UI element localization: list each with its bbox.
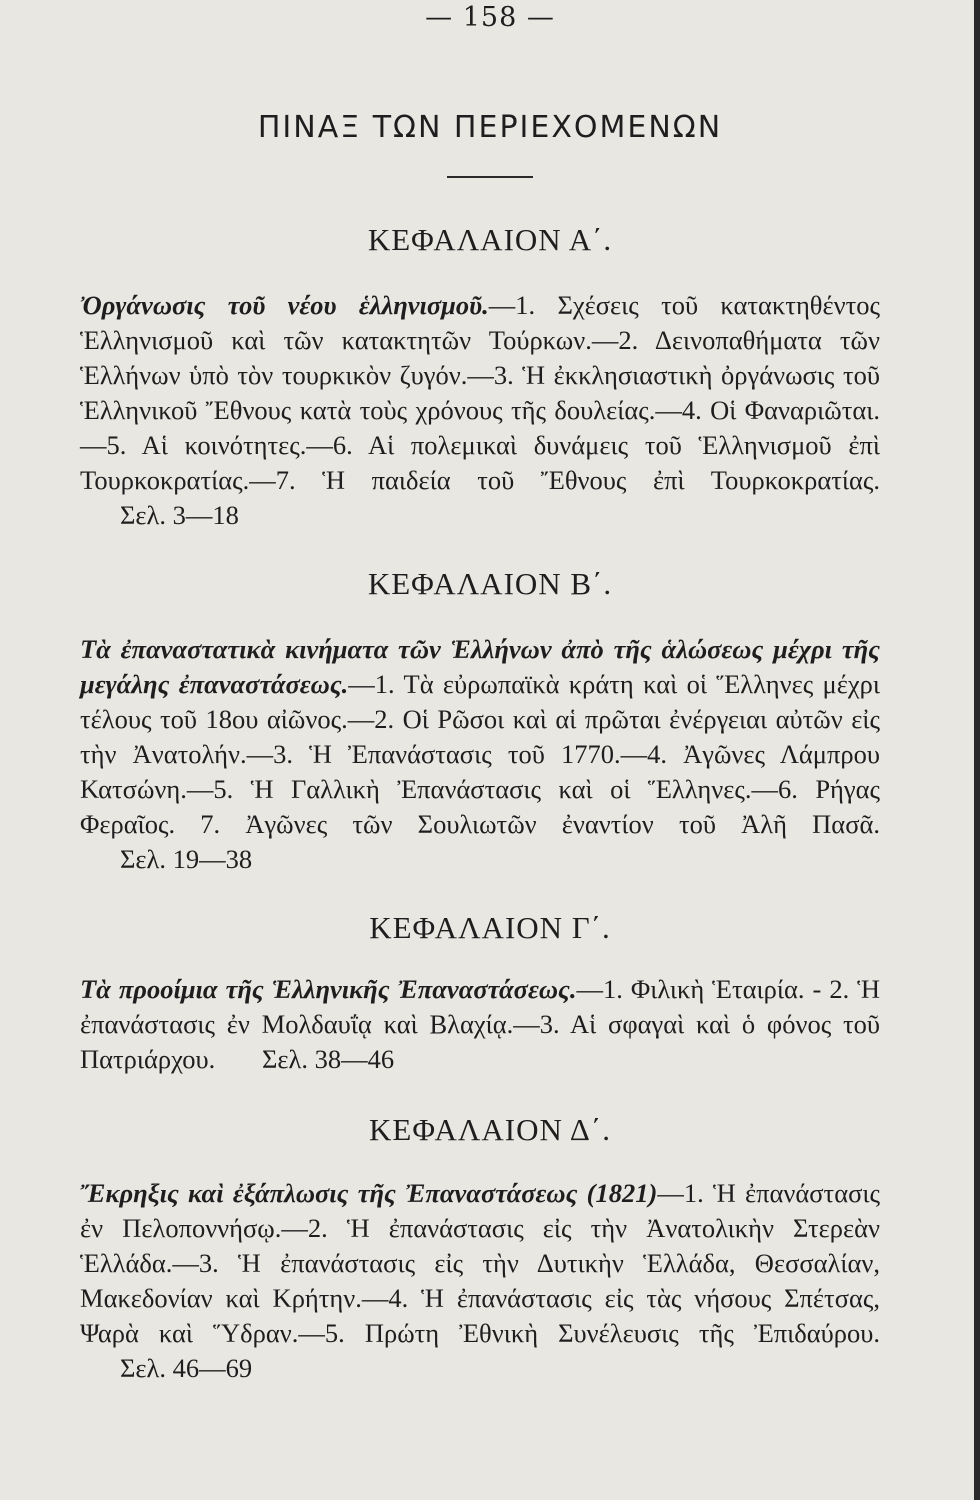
chapter-entry-b (80, 632, 880, 877)
chapter-subject: Τὰ προοίμια τῆς Ἑλληνικῆς Ἐπαναστάσεως. (80, 974, 577, 1004)
chapter-heading-b: ΚΕΦΑΛΑΙΟΝ Β΄. (367, 566, 613, 601)
chapter-subject: Τὰ ἐπαναστατικὰ κινήματα τῶν Ἑλλήνων ἀπὸ τῆς ἁλώσεως μέχρι τῆς μεγάλης ἐπαναστάσεως. (80, 634, 880, 699)
chapter-entry-c (80, 972, 880, 1077)
title-divider (447, 176, 533, 178)
chapter-sections: —1. Φιλικὴ Ἑταιρία. - 2. Ἡ ἐπανάστασις ἐν Μολδαυΐᾳ καὶ Βλαχίᾳ.—3. Αἱ σφαγαὶ καὶ ὁ φόνος τοῦ Πατριάρχου. (80, 974, 880, 1074)
page-title: ΠΙΝΑΞ ΤΩΝ ΠΕΡΙΕΧΟΜΕΝΩΝ (257, 110, 723, 145)
chapter-sections: —1. Ἡ ἐπανάστασις ἐν Πελοποννήσῳ.—2. Ἡ ἐπανάστασις εἰς τὴν Ἀνατολικὴν Στερεὰν Ἑλλάδα.—3. Ἡ ἐπανάστασις εἰς τὴν Δυτικὴν Ἑλλάδα, Θεσσαλίαν, Μακεδονίαν καὶ Κρήτην.—4. Ἡ ἐπανάστασις εἰς τὰς νήσους Σπέτσας, Ψαρὰ καὶ Ὕδραν.—5. Πρώτη Ἐθνικὴ Συνέλευσις τῆς Ἐπιδαύρου. (80, 1178, 880, 1348)
page-range: Σελ. 38—46 (261, 1044, 395, 1074)
chapter-subject: Ἔκρηξις καὶ ἐξάπλωσις τῆς Ἐπαναστάσεως (1821) (80, 1178, 658, 1208)
page-range: Σελ. 19—38 (120, 844, 253, 874)
chapter-entry-a (80, 288, 880, 533)
page-edge (974, 0, 980, 1500)
chapter-entry-d (80, 1176, 880, 1386)
chapter-heading-d: ΚΕΦΑΛΑΙΟΝ Δ΄. (369, 1112, 611, 1147)
chapter-heading-a: ΚΕΦΑΛΑΙΟΝ Α΄. (367, 222, 613, 257)
page-number: — 158 — (425, 2, 555, 33)
page-range: Σελ. 3—18 (120, 500, 239, 530)
chapter-heading-c: ΚΕΦΑΛΑΙΟΝ Γ΄. (369, 910, 611, 945)
chapter-sections: —1. Σχέσεις τοῦ κατακτηθέντος Ἑλληνισμοῦ καὶ τῶν κατακτητῶν Τούρκων.—2. Δεινοπαθήματα τῶν Ἑλλήνων ὑπὸ τὸν τουρκικὸν ζυγόν.—3. Ἡ ἐκκλησιαστικὴ ὀργάνωσις τοῦ Ἑλληνικοῦ Ἔθνους κατὰ τοὺς χρόνους τῆς δουλείας.—4. Οἱ Φαναριῶται.—5. Αἱ κοινότητες.—6. Αἱ πολεμικαὶ δυνάμεις τοῦ Ἑλληνισμοῦ ἐπὶ Τουρκοκρατίας.—7. Ἡ παιδεία τοῦ Ἔθνους ἐπὶ Τουρκοκρατίας. (80, 290, 880, 495)
chapter-subject: Ὀργάνωσις τοῦ νέου ἑλληνισμοῦ. (80, 290, 489, 320)
chapter-sections: —1. Τὰ εὐρωπαϊκὰ κράτη καὶ οἱ Ἕλληνες μέχρι τέλους τοῦ 18ου αἰῶνος.—2. Οἱ Ρῶσοι καὶ αἱ πρῶται ἐνέργειαι αὐτῶν εἰς τὴν Ἀνατολήν.—3. Ἡ Ἐπανάστασις τοῦ 1770.—4. Ἀγῶνες Λάμπρου Κατσώνη.—5. Ἡ Γαλλικὴ Ἐπανάστασις καὶ οἱ Ἕλληνες.—6. Ρήγας Φεραῖος. 7. Ἀγῶνες τῶν Σουλιωτῶν ἐναντίον τοῦ Ἀλῆ Πασᾶ. (80, 669, 880, 839)
page-range: Σελ. 46—69 (120, 1353, 253, 1383)
